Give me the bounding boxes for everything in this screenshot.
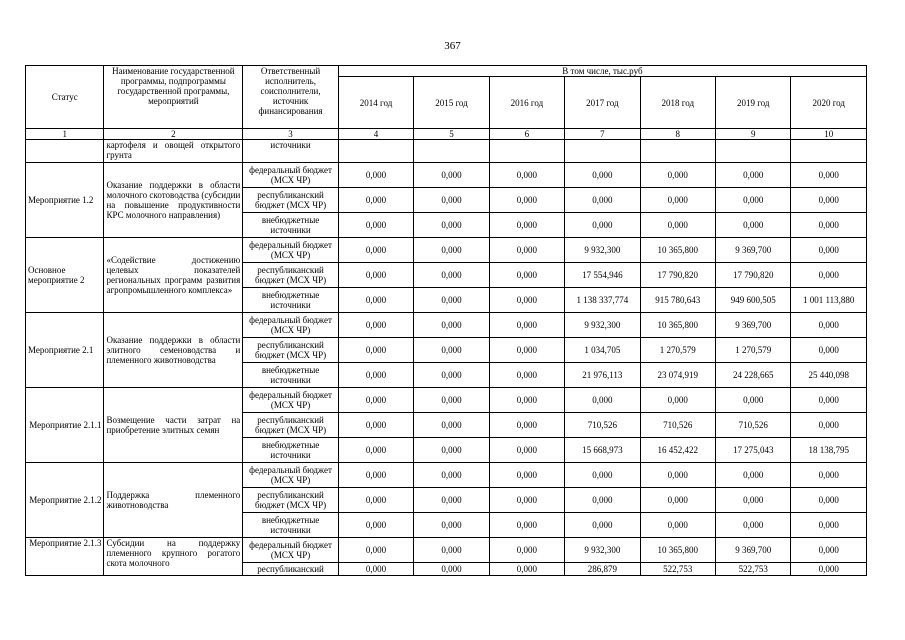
- value-cell: 0,000: [640, 213, 715, 238]
- source-cell: федеральный бюджет (МСХ ЧР): [243, 238, 339, 263]
- header-year: 2014 год: [338, 77, 413, 129]
- column-index: 8: [640, 129, 715, 140]
- value-cell: 23 074,919: [640, 363, 715, 388]
- value-cell: 0,000: [489, 363, 564, 388]
- value-cell: 10 365,800: [640, 313, 715, 338]
- value-cell: 9 932,300: [565, 238, 640, 263]
- value-cell: 0,000: [338, 238, 413, 263]
- column-index: 1: [26, 129, 104, 140]
- value-cell: 9 369,700: [716, 238, 791, 263]
- value-cell: 0,000: [414, 213, 489, 238]
- value-cell: 0,000: [489, 413, 564, 438]
- column-index: 3: [243, 129, 339, 140]
- value-cell: 0,000: [338, 488, 413, 513]
- value-cell: 710,526: [716, 413, 791, 438]
- status-cell: Мероприятие 2.1: [26, 313, 104, 388]
- source-cell: республиканский: [243, 563, 339, 576]
- value-cell: 0,000: [338, 263, 413, 288]
- value-cell: 1 270,579: [640, 338, 715, 363]
- value-cell: 522,753: [716, 563, 791, 576]
- value-cell: 0,000: [489, 513, 564, 538]
- header-year: 2016 год: [489, 77, 564, 129]
- table-row: [26, 238, 867, 263]
- header-status: Статус: [26, 66, 104, 129]
- value-cell: 0,000: [716, 463, 791, 488]
- value-cell: 0,000: [565, 163, 640, 188]
- header-year: 2018 год: [640, 77, 715, 129]
- value-cell: 0,000: [640, 163, 715, 188]
- value-cell: 0,000: [565, 213, 640, 238]
- value-cell: 9 932,300: [565, 538, 640, 563]
- value-cell: 0,000: [338, 188, 413, 213]
- value-cell: 24 228,665: [716, 363, 791, 388]
- value-cell: 9 369,700: [716, 538, 791, 563]
- value-cell: 0,000: [489, 188, 564, 213]
- continuation-source: источники: [243, 140, 339, 163]
- value-cell: 0,000: [338, 463, 413, 488]
- table-row: [26, 538, 867, 563]
- header-name: Наименование государственной программы, подпрограммы государственной программы, мероприятий: [104, 66, 243, 129]
- value-cell: 0,000: [640, 488, 715, 513]
- value-cell: 0,000: [414, 438, 489, 463]
- value-cell: 0,000: [640, 513, 715, 538]
- value-cell: 15 668,973: [565, 438, 640, 463]
- value-cell: 0,000: [414, 313, 489, 338]
- source-cell: внебюджетные источники: [243, 288, 339, 313]
- value-cell: 710,526: [640, 413, 715, 438]
- value-cell: 17 275,043: [716, 438, 791, 463]
- value-cell: 0,000: [489, 338, 564, 363]
- value-cell: 0,000: [338, 413, 413, 438]
- value-cell: 0,000: [489, 263, 564, 288]
- value-cell: 9 932,300: [565, 313, 640, 338]
- value-cell: 0,000: [791, 538, 867, 563]
- value-cell: 10 365,800: [640, 238, 715, 263]
- status-cell: Мероприятие 2.1.1: [26, 388, 104, 463]
- column-index: 10: [791, 129, 867, 140]
- value-cell: 0,000: [414, 563, 489, 576]
- value-cell: 0,000: [489, 563, 564, 576]
- source-cell: внебюджетные источники: [243, 513, 339, 538]
- value-cell: 0,000: [565, 388, 640, 413]
- header-group: В том числе, тыс.руб: [338, 66, 866, 77]
- event-name: «Содействие достижению целевых показателей региональных программ развития агропромышленного комплекса»: [104, 238, 243, 313]
- value-cell: 10 365,800: [640, 538, 715, 563]
- source-cell: республиканский бюджет (МСХ ЧР): [243, 263, 339, 288]
- value-cell: 0,000: [414, 188, 489, 213]
- column-index-row: [26, 129, 867, 140]
- value-cell: 0,000: [791, 338, 867, 363]
- value-cell: 915 780,643: [640, 288, 715, 313]
- event-name: Оказание поддержки в области молочного скотоводства (субсидии на повышение продуктивности КРС молочного направления): [104, 163, 243, 238]
- value-cell: 0,000: [338, 288, 413, 313]
- value-cell: 0,000: [414, 413, 489, 438]
- value-cell: 949 600,505: [716, 288, 791, 313]
- value-cell: 0,000: [338, 213, 413, 238]
- value-cell: 0,000: [489, 238, 564, 263]
- value-cell: 0,000: [338, 163, 413, 188]
- value-cell: 0,000: [565, 188, 640, 213]
- source-cell: федеральный бюджет (МСХ ЧР): [243, 538, 339, 563]
- value-cell: 0,000: [414, 263, 489, 288]
- value-cell: 0,000: [489, 163, 564, 188]
- value-cell: 0,000: [640, 463, 715, 488]
- source-cell: внебюджетные источники: [243, 363, 339, 388]
- header-year: 2020 год: [791, 77, 867, 129]
- value-cell: 0,000: [489, 313, 564, 338]
- header-year: 2017 год: [565, 77, 640, 129]
- value-cell: 0,000: [565, 488, 640, 513]
- page-number: 367: [444, 40, 461, 52]
- value-cell: 25 440,098: [791, 363, 867, 388]
- value-cell: 710,526: [565, 413, 640, 438]
- value-cell: 16 452,422: [640, 438, 715, 463]
- value-cell: 0,000: [414, 538, 489, 563]
- value-cell: 0,000: [338, 563, 413, 576]
- value-cell: 0,000: [489, 288, 564, 313]
- value-cell: 1 001 113,880: [791, 288, 867, 313]
- status-cell: Мероприятие 1.2: [26, 163, 104, 238]
- value-cell: 0,000: [640, 188, 715, 213]
- table-row: [26, 313, 867, 338]
- value-cell: 1 034,705: [565, 338, 640, 363]
- source-cell: федеральный бюджет (МСХ ЧР): [243, 163, 339, 188]
- value-cell: 0,000: [414, 288, 489, 313]
- event-name: Оказание поддержки в области элитного семеноводства и племенного животноводства: [104, 313, 243, 388]
- value-cell: 18 138,795: [791, 438, 867, 463]
- value-cell: 0,000: [791, 463, 867, 488]
- column-index: 5: [414, 129, 489, 140]
- source-cell: республиканский бюджет (МСХ ЧР): [243, 488, 339, 513]
- header-year: 2019 год: [716, 77, 791, 129]
- value-cell: 0,000: [489, 538, 564, 563]
- column-index: 9: [716, 129, 791, 140]
- status-cell: Мероприятие 2.1.2: [26, 463, 104, 538]
- value-cell: 9 369,700: [716, 313, 791, 338]
- column-index: 6: [489, 129, 564, 140]
- source-cell: республиканский бюджет (МСХ ЧР): [243, 188, 339, 213]
- value-cell: 1 270,579: [716, 338, 791, 363]
- value-cell: 0,000: [791, 263, 867, 288]
- value-cell: 522,753: [640, 563, 715, 576]
- value-cell: 0,000: [716, 488, 791, 513]
- budget-table: [25, 65, 867, 576]
- value-cell: 17 790,820: [716, 263, 791, 288]
- value-cell: 0,000: [414, 488, 489, 513]
- value-cell: 17 790,820: [640, 263, 715, 288]
- value-cell: 0,000: [791, 388, 867, 413]
- value-cell: 0,000: [338, 513, 413, 538]
- value-cell: 0,000: [338, 388, 413, 413]
- value-cell: 1 138 337,774: [565, 288, 640, 313]
- value-cell: 0,000: [716, 188, 791, 213]
- header-executor: Ответственный исполнитель, соисполнители, источник финансирования: [243, 66, 339, 129]
- column-index: 2: [104, 129, 243, 140]
- value-cell: 0,000: [716, 163, 791, 188]
- value-cell: 0,000: [791, 313, 867, 338]
- value-cell: 0,000: [791, 238, 867, 263]
- event-name: Возмещение части затрат на приобретение элитных семян: [104, 388, 243, 463]
- value-cell: 0,000: [565, 463, 640, 488]
- value-cell: 0,000: [489, 488, 564, 513]
- event-name: Поддержка племенного животноводства: [104, 463, 243, 538]
- value-cell: 0,000: [338, 313, 413, 338]
- value-cell: 0,000: [791, 488, 867, 513]
- value-cell: 0,000: [489, 388, 564, 413]
- table-row: [26, 163, 867, 188]
- source-cell: республиканский бюджет (МСХ ЧР): [243, 413, 339, 438]
- value-cell: 0,000: [414, 388, 489, 413]
- value-cell: 286,879: [565, 563, 640, 576]
- value-cell: 0,000: [716, 388, 791, 413]
- value-cell: 0,000: [338, 338, 413, 363]
- value-cell: 0,000: [791, 563, 867, 576]
- table-row: [26, 388, 867, 413]
- value-cell: 0,000: [338, 538, 413, 563]
- value-cell: 0,000: [791, 513, 867, 538]
- table-row: [26, 463, 867, 488]
- status-cell: Мероприятие 2.1.3: [26, 538, 104, 576]
- column-index: 7: [565, 129, 640, 140]
- value-cell: 0,000: [489, 213, 564, 238]
- value-cell: 0,000: [565, 513, 640, 538]
- value-cell: 17 554,946: [565, 263, 640, 288]
- value-cell: 0,000: [791, 163, 867, 188]
- source-cell: внебюджетные источники: [243, 438, 339, 463]
- value-cell: 0,000: [414, 163, 489, 188]
- table-row: [26, 140, 867, 163]
- value-cell: 0,000: [716, 513, 791, 538]
- header-year: 2015 год: [414, 77, 489, 129]
- event-name: Субсидии на поддержку племенного крупного рогатого скота молочного: [104, 538, 243, 576]
- value-cell: 0,000: [414, 463, 489, 488]
- value-cell: 0,000: [791, 213, 867, 238]
- value-cell: 0,000: [338, 363, 413, 388]
- continuation-name: картофеля и овощей открытого грунта: [104, 140, 243, 163]
- value-cell: 0,000: [791, 413, 867, 438]
- source-cell: федеральный бюджет (МСХ ЧР): [243, 463, 339, 488]
- value-cell: 0,000: [338, 438, 413, 463]
- source-cell: республиканский бюджет (МСХ ЧР): [243, 338, 339, 363]
- value-cell: 21 976,113: [565, 363, 640, 388]
- value-cell: 0,000: [414, 338, 489, 363]
- value-cell: 0,000: [414, 363, 489, 388]
- status-cell: Основное мероприятие 2: [26, 238, 104, 313]
- value-cell: 0,000: [489, 463, 564, 488]
- source-cell: федеральный бюджет (МСХ ЧР): [243, 388, 339, 413]
- value-cell: 0,000: [791, 188, 867, 213]
- value-cell: 0,000: [414, 513, 489, 538]
- value-cell: 0,000: [414, 238, 489, 263]
- value-cell: 0,000: [489, 438, 564, 463]
- value-cell: 0,000: [640, 388, 715, 413]
- source-cell: федеральный бюджет (МСХ ЧР): [243, 313, 339, 338]
- column-index: 4: [338, 129, 413, 140]
- value-cell: 0,000: [716, 213, 791, 238]
- source-cell: внебюджетные источники: [243, 213, 339, 238]
